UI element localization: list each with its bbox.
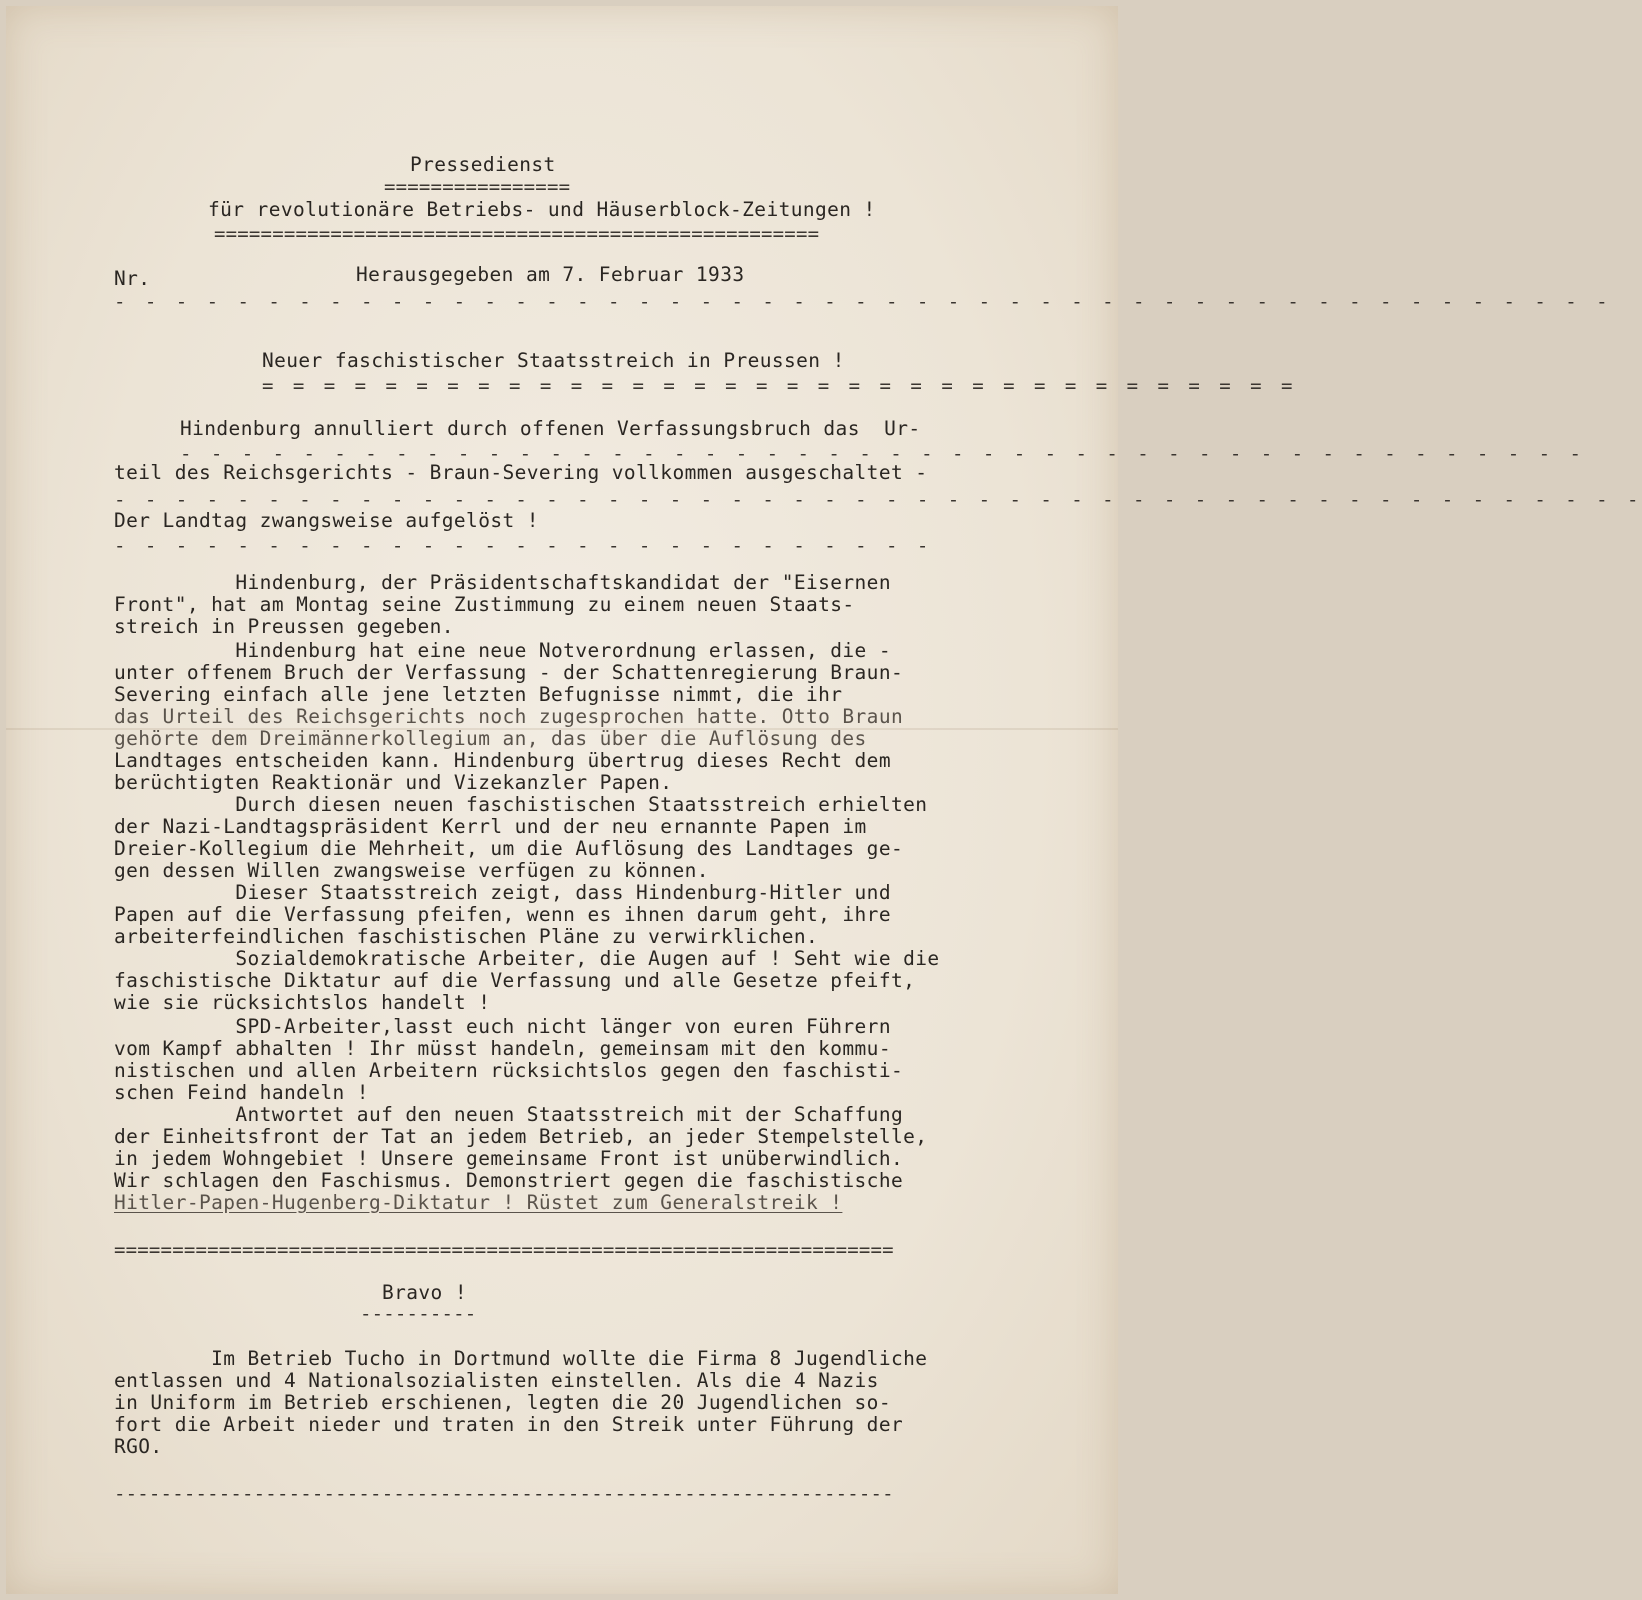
section2-title: Bravo ! (382, 1281, 467, 1304)
headline-double-rule: = = = = = = = = = = = = = = = = = = = = = = = = = = = = = = = = = = (262, 375, 1297, 397)
subtitle-double-rule: ==================================================== (214, 223, 820, 245)
section2-line: entlassen und 4 Nationalsozialisten einstellen. Als die 4 Nazis (114, 1369, 879, 1392)
section2-title-rule: ---------- (360, 1303, 477, 1325)
article-line: gehörte dem Dreimännerkollegium an, das über die Auflösung des (114, 727, 867, 750)
lead-dash-rule-1: - - - - - - - - - - - - - - - - - - - - - - - - - - - - - - - - - - - - - - - - - - - - - - (180, 443, 1585, 465)
lead-dash-rule-2: - - - - - - - - - - - - - - - - - - - - - - - - - - - - - - - - - - - - - - - - - - - - - - - - - - (114, 489, 1642, 511)
section-double-rule: =================================================================== (114, 1239, 894, 1261)
article-line: arbeiterfeindlichen faschistischen Pläne zu verwirklichen. (114, 925, 819, 948)
lead-line-1: Hindenburg annulliert durch offenen Verfassungsbruch das Ur- (180, 417, 921, 440)
article-line: gen dessen Willen zwangsweise verfügen zu können. (114, 859, 709, 882)
article-line: Antwortet auf den neuen Staatsstreich mit der Schaffung (114, 1103, 904, 1126)
lead-line-3: Der Landtag zwangsweise aufgelöst ! (114, 509, 539, 532)
article-line: Hindenburg, der Präsidentschaftskandidat der "Eisernen (114, 571, 891, 594)
article-line: Landtages entscheiden kann. Hindenburg übertrug dieses Recht dem (114, 749, 891, 772)
document-page (6, 6, 1642, 1594)
article-line: das Urteil des Reichsgerichts noch zugesprochen hatte. Otto Braun (114, 705, 904, 728)
article-line: SPD-Arbeiter,lasst euch nicht länger von euren Führern (114, 1015, 891, 1038)
article-line: Hindenburg hat eine neue Notverordnung erlassen, die - (114, 639, 891, 662)
section2-line: fort die Arbeit nieder und traten in den Streik unter Führung der (114, 1413, 904, 1436)
article-line: unter offenem Bruch der Verfassung - der Schattenregierung Braun- (114, 661, 904, 684)
header-dash-rule: - - - - - - - - - - - - - - - - - - - - - - - - - - - - - - - - - - - - - - - - - - - - - - - - - (114, 291, 1612, 313)
article-line: der Nazi-Landtagspräsident Kerrl und der neu ernannte Papen im (114, 815, 867, 838)
article-line: in jedem Wohngebiet ! Unsere gemeinsame Front ist unüberwindlich. (114, 1147, 904, 1170)
lead-line-2: teil des Reichsgerichts - Braun-Severing vollkommen ausgeschaltet - (114, 461, 928, 484)
article-line: Front", hat am Montag seine Zustimmung zu einem neuen Staats- (114, 593, 855, 616)
section2-line: in Uniform im Betrieb erschienen, legten die 20 Jugendlichen so- (114, 1391, 891, 1414)
article-line: Wir schlagen den Faschismus. Demonstriert gegen die faschistische (114, 1169, 904, 1192)
headline-title: Neuer faschistischer Staatsstreich in Preussen ! (262, 349, 845, 372)
article-line: schen Feind handeln ! (114, 1081, 369, 1104)
article-line: Dreier-Kollegium die Mehrheit, um die Auflösung des Landtages ge- (114, 837, 904, 860)
article-line: faschistische Diktatur auf die Verfassung und alle Gesetze pfeift, (114, 969, 916, 992)
article-line: vom Kampf abhalten ! Ihr müsst handeln, gemeinsam mit den kommu- (114, 1037, 891, 1060)
footer-dash-rule: ------------------------------------------------------------------- (114, 1483, 894, 1505)
issue-date: Herausgegeben am 7. Februar 1933 (356, 263, 745, 286)
title-double-rule: ================ (384, 176, 571, 198)
press-service-title: Pressedienst (410, 153, 556, 176)
article-line: nistischen und allen Arbeitern rücksichtslos gegen den faschisti- (114, 1059, 904, 1082)
press-service-subtitle: für revolutionäre Betriebs- und Häuserblock-Zeitungen ! (208, 198, 876, 221)
article-line: berüchtigten Reaktionär und Vizekanzler Papen. (114, 771, 673, 794)
lead-dash-rule-3: - - - - - - - - - - - - - - - - - - - - - - - - - - - (114, 535, 933, 557)
article-line: Severing einfach alle jene letzten Befugnisse nimmt, die ihr (114, 683, 843, 706)
article-line: wie sie rücksichtslos handelt ! (114, 991, 491, 1014)
article-line: Dieser Staatsstreich zeigt, dass Hindenburg-Hitler und (114, 881, 891, 904)
article-line: Sozialdemokratische Arbeiter, die Augen auf ! Seht wie die (114, 947, 940, 970)
article-line: streich in Preussen gegeben. (114, 615, 454, 638)
issue-number-label: Nr. (114, 267, 151, 290)
article-line: der Einheitsfront der Tat an jedem Betrieb, an jeder Stempelstelle, (114, 1125, 928, 1148)
article-line: Durch diesen neuen faschistischen Staatsstreich erhielten (114, 793, 928, 816)
section2-line: Im Betrieb Tucho in Dortmund wollte die Firma 8 Jugendliche (114, 1347, 928, 1370)
article-line-closing-call: Hitler-Papen-Hugenberg-Diktatur ! Rüstet zum Generalstreik ! (114, 1191, 843, 1214)
article-line: Papen auf die Verfassung pfeifen, wenn es ihnen darum geht, ihre (114, 903, 891, 926)
section2-line: RGO. (114, 1435, 163, 1458)
